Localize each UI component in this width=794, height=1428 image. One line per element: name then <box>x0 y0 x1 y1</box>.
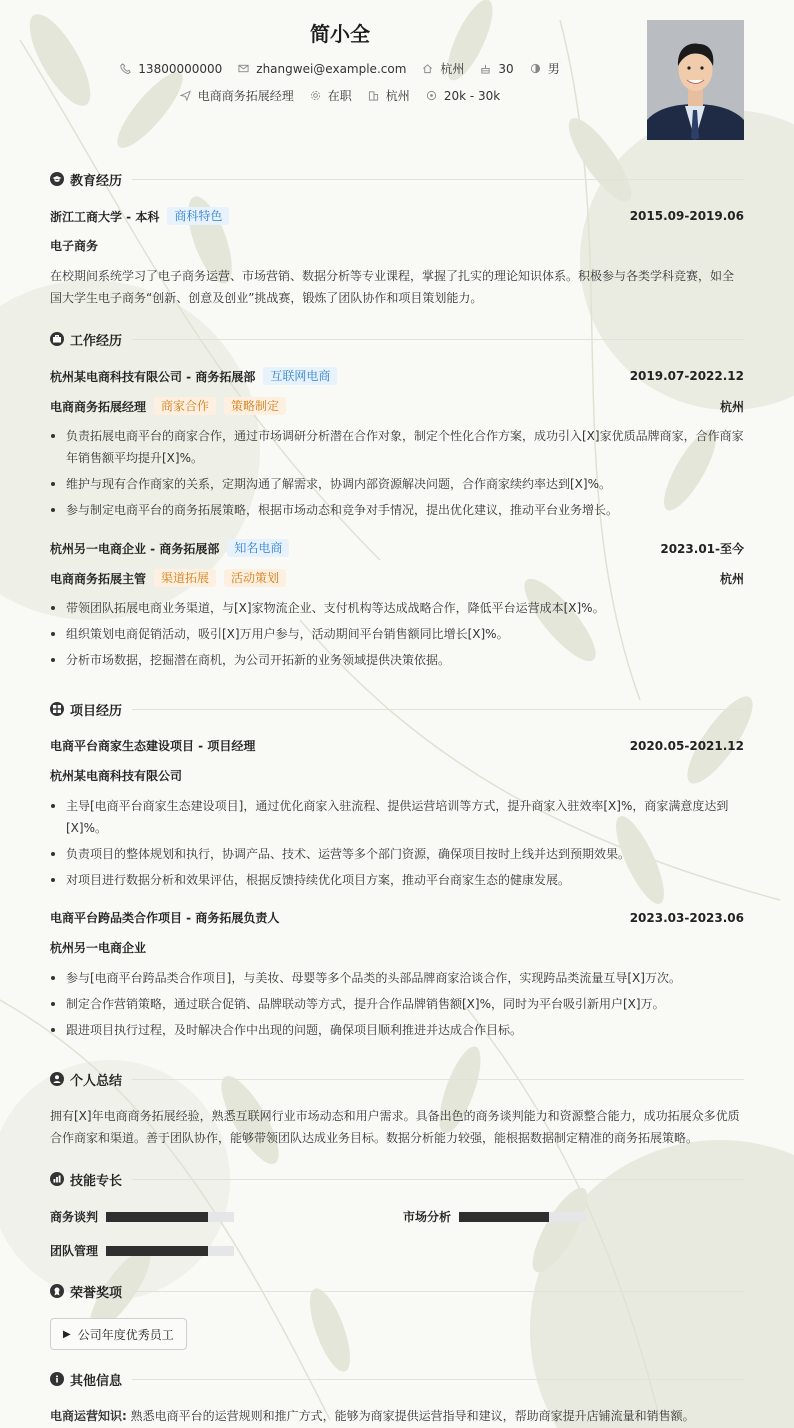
coin-icon <box>426 90 437 101</box>
work-company-row <box>50 367 744 385</box>
salary-text: 20k - 30k <box>443 88 501 103</box>
email-item <box>238 62 406 76</box>
mail-icon <box>238 63 249 74</box>
skill-bar <box>106 1212 234 1222</box>
section-divider <box>132 179 744 180</box>
list-item: 参与制定电商平台的商务拓展策略，根据市场动态和竞争对手情况，提出优化建议，推动平台业务增长。 <box>50 499 744 521</box>
other-info-label: 电商运营知识: <box>50 1409 127 1423</box>
play-triangle-icon: ▶ <box>63 1328 71 1340</box>
project-title: 电商平台跨品类合作项目 - 商务拓展负责人 <box>50 911 280 925</box>
skill-bar-fill <box>106 1246 208 1256</box>
awards-section-header <box>50 1280 744 1302</box>
list-item: 负责拓展电商平台的商家合作，通过市场调研分析潜在合作对象，制定个性化合作方案，成功引入[X]家优质品牌商家，合作商家年销售额平均提升[X]%。 <box>50 425 744 469</box>
graduation-cap-icon <box>50 172 64 186</box>
education-description: 在校期间系统学习了电子商务运营、市场营销、数据分析等专业课程，掌握了扎实的理论知识体系。积极参与各类学科竞赛，如全国大学生电子商务“创新、创意及创业”挑战赛，锻炼了团队协作和项目策划能力。 <box>50 269 735 305</box>
company-name: 杭州某电商科技有限公司 - 商务拓展部 <box>50 369 256 384</box>
age-text: 30 <box>498 61 514 76</box>
section-divider <box>132 1291 744 1292</box>
award-name: 公司年度优秀员工 <box>77 1327 174 1342</box>
briefcase-icon <box>50 332 64 346</box>
medal-icon <box>50 1284 64 1298</box>
location-text: 杭州 <box>440 62 465 76</box>
other-info-text: 熟悉电商平台的运营规则和推广方式，能够为商家提供运营指导和建议，帮助商家提升店铺流量和销售额。 <box>130 1409 695 1423</box>
skill-bar <box>459 1212 587 1222</box>
city-text: 杭州 <box>385 89 410 103</box>
send-icon <box>180 90 191 101</box>
skill-item <box>403 1208 587 1225</box>
work-company-row <box>50 539 744 557</box>
list-item: 维护与现有合作商家的关系，定期沟通了解需求，协调内部资源解决问题，合作商家续约率达到[X]%。 <box>50 473 744 495</box>
gender-icon <box>530 63 541 74</box>
info-icon <box>50 1372 64 1386</box>
list-item: 主导[电商平台商家生态建设项目]，通过优化商家入驻流程、提供运营培训等方式，提升商家入驻效率[X]%，商家满意度达到[X]%。 <box>50 795 744 839</box>
work-period: 2023.01-至今 <box>660 541 744 556</box>
phone-item <box>120 62 222 76</box>
list-item: 带领团队拓展电商业务渠道，与[X]家物流企业、支付机构等达成战略合作，降低平台运营成本[X]%。 <box>50 597 744 619</box>
work-role-row <box>50 569 744 587</box>
project-title-row <box>50 909 744 926</box>
role-tag: 活动策划 <box>224 569 286 587</box>
work-section-header <box>50 328 744 350</box>
work-city: 杭州 <box>719 571 744 586</box>
role-name: 电商商务拓展经理 <box>50 399 147 414</box>
section-divider <box>132 1379 744 1380</box>
city-item <box>368 87 410 104</box>
job-intent-row <box>0 87 680 104</box>
work-title: 工作经历 <box>70 333 123 349</box>
project-title-row <box>50 737 744 754</box>
project-period: 2023.03-2023.06 <box>629 910 744 925</box>
building-icon <box>368 90 379 101</box>
company-tag: 互联网电商 <box>263 367 337 385</box>
project-org-row <box>50 939 744 956</box>
role-tag: 渠道拓展 <box>154 569 216 587</box>
list-item: 负责项目的整体规划和执行，协调产品、技术、运营等多个部门资源，确保项目按时上线并达到预期效果。 <box>50 843 744 865</box>
skill-bar <box>106 1246 234 1256</box>
avatar <box>647 20 744 140</box>
list-item: 制定合作营销策略，通过联合促销、品牌联动等方式，提升合作品牌销售额[X]%，同时为平台吸引新用户[X]万。 <box>50 993 744 1015</box>
other-info-line <box>50 1405 744 1427</box>
section-divider <box>132 339 744 340</box>
skill-bar-fill <box>459 1212 549 1222</box>
role-name: 电商商务拓展主管 <box>50 571 147 586</box>
major-name: 电子商务 <box>50 239 99 253</box>
skill-name: 市场分析 <box>403 1210 452 1224</box>
education-title: 教育经历 <box>70 173 123 189</box>
candidate-name: 简小全 <box>310 22 370 46</box>
skills-title: 技能专长 <box>70 1173 123 1189</box>
section-divider <box>132 709 744 710</box>
summary-section-header <box>50 1068 744 1090</box>
education-period: 2015.09-2019.06 <box>629 209 744 223</box>
status-text: 在职 <box>327 89 352 103</box>
project-org: 杭州某电商科技有限公司 <box>50 769 183 783</box>
home-icon <box>422 63 433 74</box>
education-school-row <box>50 207 744 225</box>
phone-icon <box>120 63 131 74</box>
skill-name: 商务谈判 <box>50 1210 99 1224</box>
award-item <box>50 1318 187 1350</box>
skills-section-header <box>50 1168 744 1190</box>
education-major-row <box>50 237 744 254</box>
list-item: 参与[电商平台跨品类合作项目]，与美妆、母婴等多个品类的头部品牌商家洽谈合作，实现跨品类流量互导[X]万次。 <box>50 967 744 989</box>
company-name: 杭州另一电商企业 - 商务拓展部 <box>50 541 220 556</box>
location-item <box>422 60 464 77</box>
project-org-row <box>50 767 744 784</box>
role-tag: 商家合作 <box>154 397 216 415</box>
project-title: 电商平台商家生态建设项目 - 项目经理 <box>50 739 256 753</box>
list-item: 分析市场数据，挖掘潜在商机，为公司开拓新的业务领域提供决策依据。 <box>50 649 744 671</box>
awards-title: 荣誉奖项 <box>70 1285 123 1301</box>
gear-icon <box>310 90 321 101</box>
project-org: 杭州另一电商企业 <box>50 941 147 955</box>
other-section-header <box>50 1368 744 1390</box>
projects-title: 项目经历 <box>70 703 123 719</box>
skill-item <box>50 1242 234 1259</box>
company-tag: 知名电商 <box>227 539 289 557</box>
list-item: 跟进项目执行过程，及时解决合作中出现的问题，确保项目顺利推进并达成合作目标。 <box>50 1019 744 1041</box>
section-divider <box>132 1179 744 1180</box>
projects-section-header <box>50 698 744 720</box>
work-role-row <box>50 397 744 415</box>
role-tag: 策略制定 <box>224 397 286 415</box>
work-period: 2019.07-2022.12 <box>629 369 744 383</box>
position-item <box>180 87 294 104</box>
skill-name: 团队管理 <box>50 1244 99 1258</box>
gender-text: 男 <box>547 62 560 76</box>
user-icon <box>50 1072 64 1086</box>
gender-item <box>530 60 560 77</box>
profile-photo <box>647 20 744 140</box>
age-item <box>480 62 513 76</box>
summary-text: 拥有[X]年电商商务拓展经验，熟悉互联网行业市场动态和用户需求。具备出色的商务谈判能力和资源整合能力，成功拓展众多优质合作商家和渠道。善于团队协作，能够带领团队达成业务目标。数据分析能力较强，能根据数据制定精准的商务拓展策略。 <box>50 1109 740 1145</box>
skill-item <box>50 1208 234 1225</box>
school-name: 浙江工商大学 - 本科 <box>50 209 160 224</box>
education-section-header <box>50 168 744 190</box>
list-item: 组织策划电商促销活动，吸引[X]万用户参与，活动期间平台销售额同比增长[X]%。 <box>50 623 744 645</box>
school-tag: 商科特色 <box>167 207 229 225</box>
status-item <box>310 87 352 104</box>
project-period: 2020.05-2021.12 <box>629 738 744 753</box>
contact-row <box>0 60 680 77</box>
phone-text: 13800000000 <box>138 61 223 76</box>
work-city: 杭州 <box>719 399 744 414</box>
cake-icon <box>480 63 491 74</box>
position-text: 电商商务拓展经理 <box>197 89 294 103</box>
grid-icon <box>50 702 64 716</box>
skill-bar-fill <box>106 1212 208 1222</box>
email-text: zhangwei@example.com <box>256 61 407 76</box>
salary-item <box>426 89 500 103</box>
bar-chart-icon <box>50 1172 64 1186</box>
summary-title: 个人总结 <box>70 1073 123 1089</box>
list-item: 对项目进行数据分析和效果评估，根据反馈持续优化项目方案，推动平台商家生态的健康发展。 <box>50 869 744 891</box>
other-title: 其他信息 <box>70 1373 123 1389</box>
section-divider <box>132 1079 744 1080</box>
